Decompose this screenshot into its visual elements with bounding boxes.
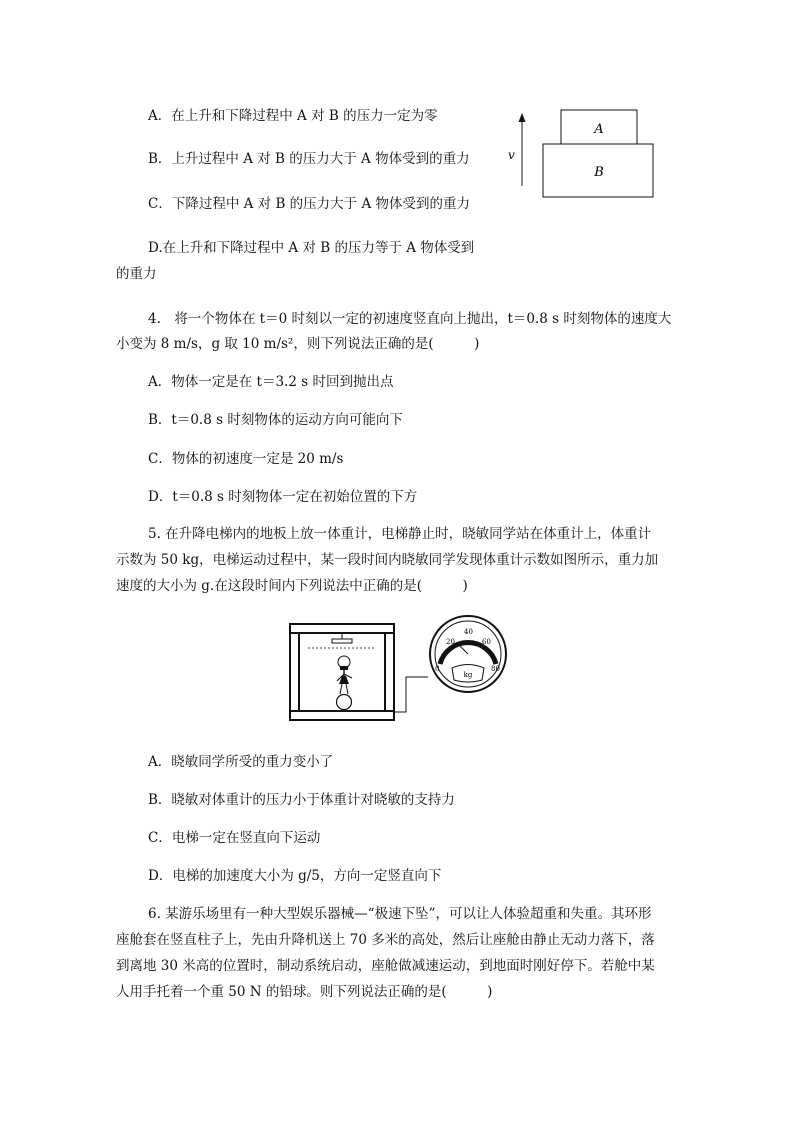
bathroom-scale xyxy=(337,695,352,710)
velocity-arrow-head xyxy=(519,113,526,122)
q3-option-a: A．在上升和下降过程中 A 对 B 的压力一定为零 xyxy=(148,108,438,124)
q4-option-d: D．t＝0.8 s 时刻物体一定在初始位置的下方 xyxy=(148,489,418,505)
dial-label-0: 0 xyxy=(435,665,440,673)
q5-option-a: A．晓敏同学所受的重力变小了 xyxy=(148,754,334,770)
q4-option-a: A．物体一定是在 t＝3.2 s 时回到抛出点 xyxy=(148,374,394,390)
connector-line xyxy=(394,677,428,712)
q6-stem-line-1: 6. 某游乐场里有一种大型娱乐器械—“极速下坠”，可以让人体验超重和失重。其环形 xyxy=(148,906,652,922)
q4-option-b: B．t＝0.8 s 时刻物体的运动方向可能向下 xyxy=(148,412,403,428)
q3-option-d: D.在上升和下降过程中 A 对 B 的压力等于 A 物体受到 xyxy=(148,240,475,256)
elevator-scale-figure xyxy=(288,614,528,724)
q3-option-b: B．上升过程中 A 对 B 的压力大于 A 物体受到的重力 xyxy=(148,151,470,167)
q4-stem-line-1: 4. 将一个物体在 t＝0 时刻以一定的初速度竖直向上抛出，t＝0.8 s 时刻物体的速度大 xyxy=(148,311,672,327)
dial-label-20: 20 xyxy=(446,638,455,646)
blocks-figure xyxy=(505,104,665,204)
q4-stem-line-2: 小变为 8 m/s，g 取 10 m/s²，则下列说法正确的是( ) xyxy=(116,336,480,352)
block-b-label: B xyxy=(594,165,604,180)
q5-stem-line-2: 示数为 50 kg，电梯运动过程中，某一段时间内晓敏同学发现体重计示数如图所示，重力加 xyxy=(116,552,659,568)
block-a-label: A xyxy=(594,122,604,137)
q6-stem-line-4: 人用手托着一个重 50 N 的铅球。则下列说法正确的是( ) xyxy=(116,984,493,1000)
q3-option-c: C．下降过程中 A 对 B 的压力大于 A 物体受到的重力 xyxy=(148,196,470,212)
q5-stem-line-3: 速度的大小为 g.在这段时间内下列说法中正确的是( ) xyxy=(116,578,468,594)
q4-option-c: C．物体的初速度一定是 20 m/s xyxy=(148,451,344,467)
dial-label-60: 60 xyxy=(482,638,491,646)
dial-label-40: 40 xyxy=(464,628,473,636)
q5-option-c: C．电梯一定在竖直向下运动 xyxy=(148,830,321,846)
dial-unit-label: kg xyxy=(463,671,473,679)
q6-stem-line-3: 到离地 30 米高的位置时，制动系统启动，座舱做减速运动，到地面时刚好停下。若舱中某 xyxy=(116,958,655,974)
q5-option-d: D．电梯的加速度大小为 g/5，方向一定竖直向下 xyxy=(148,868,442,884)
q5-stem-line-1: 5. 在升降电梯内的地板上放一体重计，电梯静止时，晓敏同学站在体重计上，体重计 xyxy=(148,526,652,542)
q3-option-d-continuation: 的重力 xyxy=(116,266,157,282)
q6-stem-line-2: 座舱套在竖直柱子上，先由升降机送上 70 多米的高处，然后让座舱由静止无动力落下，落 xyxy=(116,932,655,948)
dial-label-80: 80 xyxy=(491,665,500,673)
q5-option-b: B．晓敏对体重计的压力小于体重计对晓敏的支持力 xyxy=(148,792,455,808)
velocity-label: v xyxy=(508,148,515,162)
